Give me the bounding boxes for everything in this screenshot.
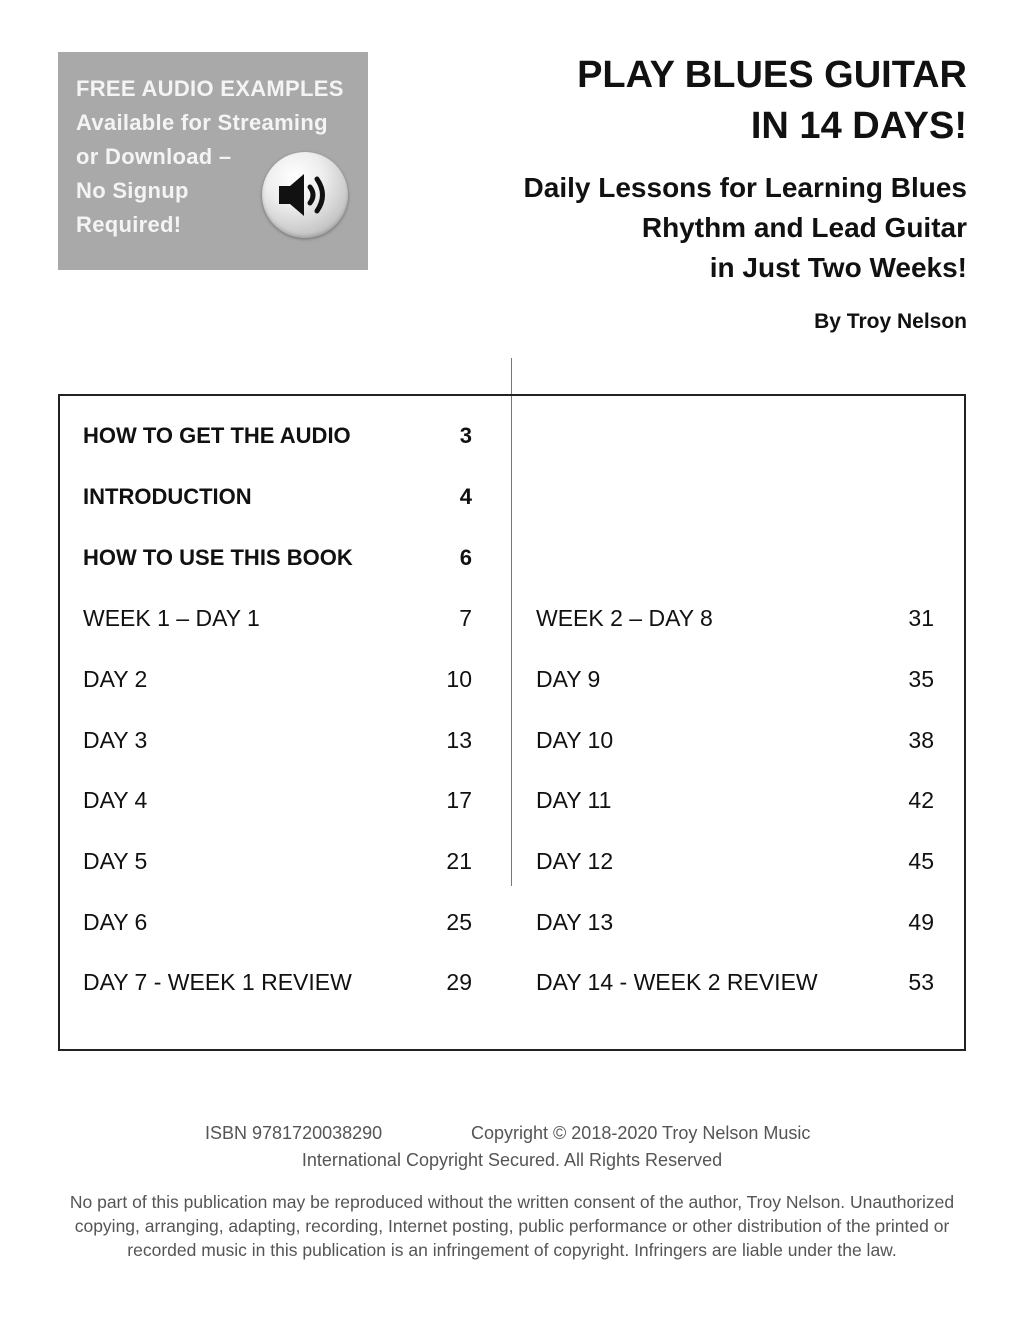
toc-entry-page: 17 bbox=[446, 787, 472, 813]
legal-notice-line: copying, arranging, adapting, recording, Internet posting, public performance or other distribution of the printed or bbox=[74, 1216, 950, 1236]
toc-entry-label: DAY 2 bbox=[83, 666, 148, 692]
toc-entry-label: WEEK 1 – DAY 1 bbox=[83, 605, 260, 631]
toc-entry-label: DAY 3 bbox=[83, 727, 148, 753]
toc-entry[interactable] bbox=[512, 841, 966, 881]
toc-entry[interactable] bbox=[512, 902, 966, 942]
title-block bbox=[447, 50, 967, 334]
copyright-footer bbox=[0, 1120, 1024, 1262]
toc-entry[interactable] bbox=[60, 659, 512, 699]
toc-entry-label: WEEK 2 – DAY 8 bbox=[536, 605, 713, 631]
subtitle-line: in Just Two Weeks! bbox=[709, 252, 967, 283]
toc-entry[interactable] bbox=[60, 416, 512, 456]
toc-entry[interactable] bbox=[60, 720, 512, 760]
toc-entry-label: DAY 5 bbox=[83, 848, 148, 874]
isbn: ISBN 9781720038290 bbox=[205, 1123, 383, 1143]
toc-entry-page: 29 bbox=[446, 969, 472, 995]
toc-entry[interactable] bbox=[512, 962, 966, 1002]
toc-entry[interactable] bbox=[512, 780, 966, 820]
toc-entry[interactable] bbox=[60, 902, 512, 942]
toc-entry-page: 31 bbox=[908, 605, 934, 631]
toc-entry-label: DAY 11 bbox=[536, 787, 612, 813]
audio-badge-line: Required! bbox=[76, 212, 182, 237]
toc-entry-label: DAY 13 bbox=[536, 909, 614, 935]
toc-entry-page: 13 bbox=[446, 727, 472, 753]
book-title-line: IN 14 DAYS! bbox=[750, 105, 967, 147]
book-title bbox=[447, 50, 967, 152]
toc-entry-page: 6 bbox=[459, 545, 472, 570]
toc-entry-page: 38 bbox=[908, 727, 934, 753]
toc-entry[interactable] bbox=[60, 841, 512, 881]
toc-entry-label: DAY 7 - WEEK 1 REVIEW bbox=[83, 969, 352, 995]
toc-entry-page: 35 bbox=[908, 666, 934, 692]
toc-entry-label: DAY 4 bbox=[83, 787, 148, 813]
rights-reserved: International Copyright Secured. All Rights Reserved bbox=[301, 1150, 723, 1170]
toc-entry-page: 21 bbox=[446, 848, 472, 874]
table-of-contents bbox=[58, 394, 966, 1051]
free-audio-badge bbox=[58, 52, 368, 270]
toc-entry-label: INTRODUCTION bbox=[83, 484, 252, 509]
toc-entry-page: 7 bbox=[459, 605, 472, 631]
subtitle-line: Daily Lessons for Learning Blues bbox=[523, 172, 967, 203]
toc-entry-label: DAY 9 bbox=[536, 666, 601, 692]
toc-entry-label: HOW TO GET THE AUDIO bbox=[83, 423, 351, 448]
audio-badge-line: or Download – bbox=[76, 144, 232, 169]
subtitle-line: Rhythm and Lead Guitar bbox=[641, 212, 967, 243]
toc-entry[interactable] bbox=[512, 659, 966, 699]
copyright-notice: Copyright © 2018-2020 Troy Nelson Music bbox=[471, 1123, 811, 1143]
toc-entry-page: 42 bbox=[908, 787, 934, 813]
toc-entry[interactable] bbox=[60, 780, 512, 820]
toc-entry-page: 10 bbox=[446, 666, 472, 692]
legal-notice bbox=[52, 1190, 972, 1262]
book-title-line: PLAY BLUES GUITAR bbox=[577, 54, 967, 96]
legal-notice-line: No part of this publication may be reproduced without the written consent of the author, Troy Nelson. Unauthorized bbox=[69, 1192, 955, 1212]
speaker-volume-icon[interactable] bbox=[262, 152, 348, 238]
toc-entry[interactable] bbox=[512, 720, 966, 760]
toc-entry-page: 45 bbox=[908, 848, 934, 874]
toc-entry-label: DAY 10 bbox=[536, 727, 614, 753]
toc-entry-page: 49 bbox=[908, 909, 934, 935]
toc-entry[interactable] bbox=[60, 598, 512, 638]
audio-badge-line: FREE AUDIO EXAMPLES bbox=[76, 76, 344, 101]
toc-entry-label: DAY 14 - WEEK 2 REVIEW bbox=[536, 969, 818, 995]
author-byline: By Troy Nelson bbox=[814, 310, 967, 333]
toc-entry[interactable] bbox=[512, 598, 966, 638]
toc-entry-label: DAY 12 bbox=[536, 848, 614, 874]
toc-entry-label: DAY 6 bbox=[83, 909, 148, 935]
toc-entry[interactable] bbox=[60, 538, 512, 578]
toc-entry-page: 3 bbox=[459, 423, 472, 448]
toc-entry-page: 53 bbox=[908, 969, 934, 995]
toc-entry-page: 25 bbox=[446, 909, 472, 935]
toc-entry[interactable] bbox=[60, 477, 512, 517]
audio-badge-line: No Signup bbox=[76, 178, 189, 203]
toc-entry[interactable] bbox=[60, 962, 512, 1002]
footer-isbn-line bbox=[0, 1120, 1024, 1148]
toc-entry-page: 4 bbox=[459, 484, 472, 509]
toc-entry-label: HOW TO USE THIS BOOK bbox=[83, 545, 353, 570]
book-subtitle bbox=[447, 168, 967, 288]
legal-notice-line: recorded music in this publication is an infringement of copyright. Infringers are liable under the law. bbox=[127, 1240, 897, 1260]
audio-badge-line: Available for Streaming bbox=[76, 110, 328, 135]
